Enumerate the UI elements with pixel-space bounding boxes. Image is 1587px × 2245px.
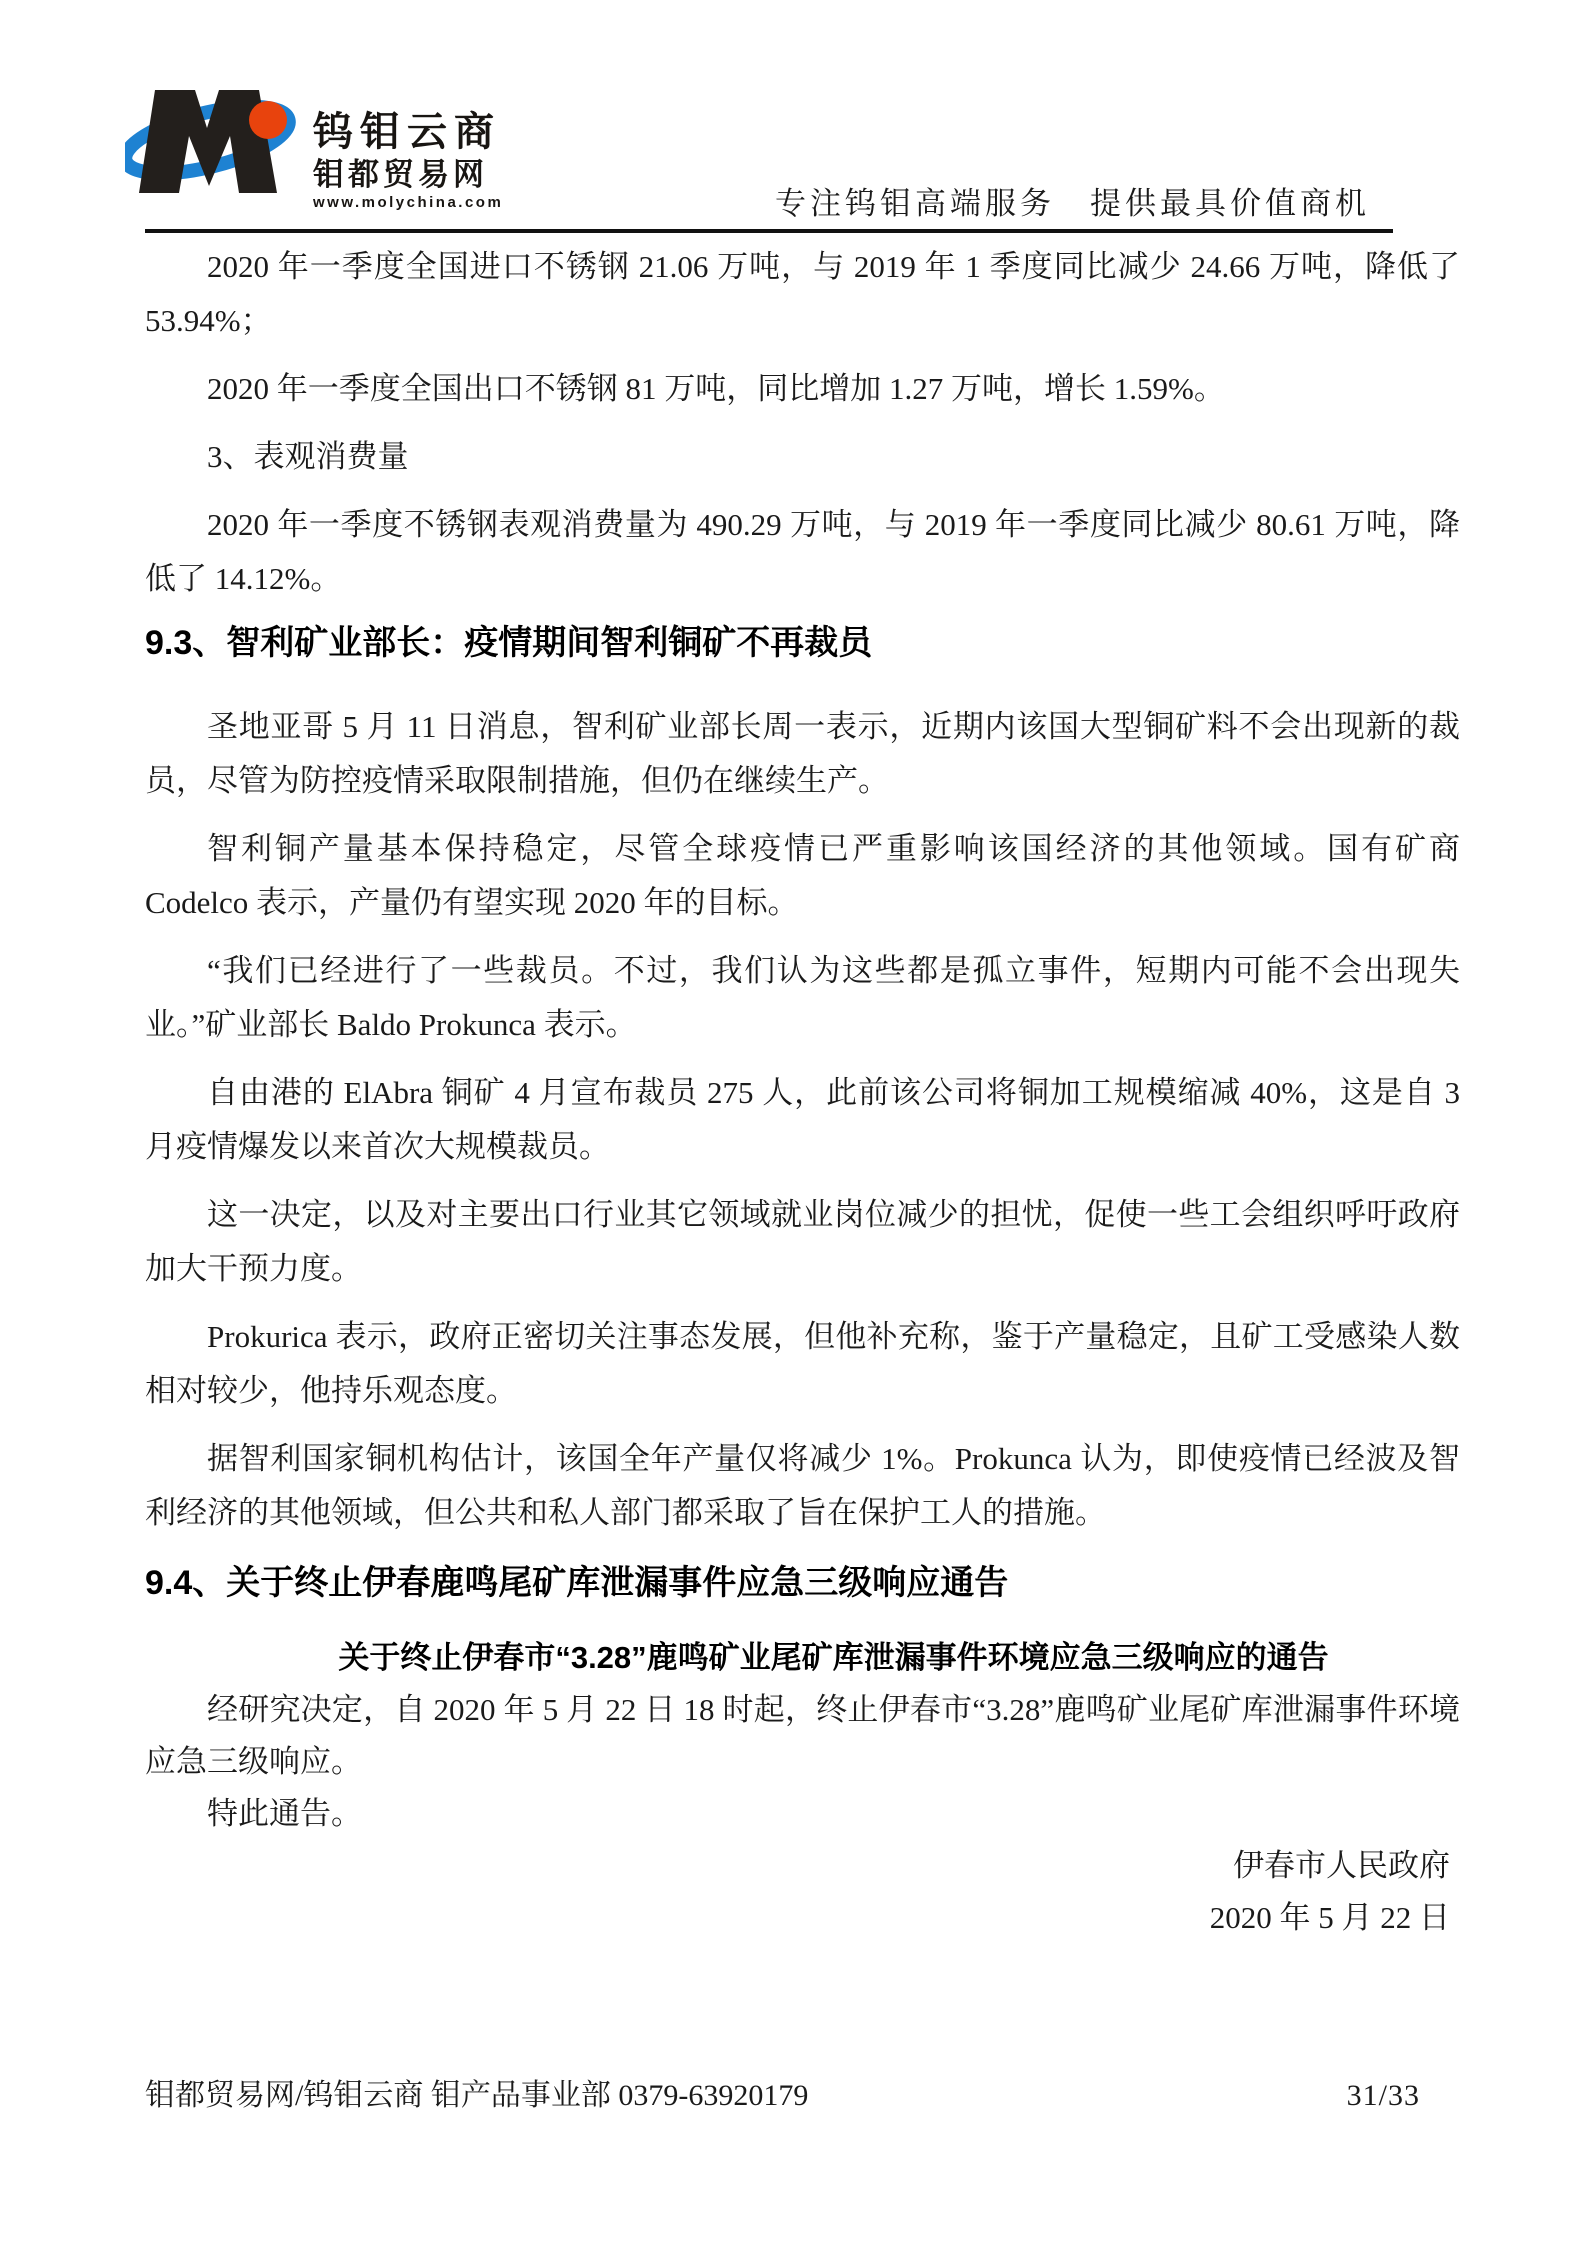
paragraph: 2020 年一季度不锈钢表观消费量为 490.29 万吨，与 2019 年一季度同比减少 80.61 万吨，降低了 14.12%。 — [145, 507, 1460, 596]
notice-title: 关于终止伊春市“3.28”鹿鸣矿业尾矿库泄漏事件环境应急三级响应的通告 — [338, 1640, 1329, 1675]
paragraph: Prokurica 表示，政府正密切关注事态发展，但他补充称，鉴于产量稳定，且矿工受感染人数相对较少，他持乐观态度。 — [145, 1319, 1460, 1408]
paragraph: 据智利国家铜机构估计，该国全年产量仅将减少 1%。Prokunca 认为，即使疫情已经波及智利经济的其他领域，但公共和私人部门都采取了旨在保护工人的措施。 — [145, 1441, 1460, 1530]
paragraph: 这一决定，以及对主要出口行业其它领域就业岗位减少的担忧，促使一些工会组织呼吁政府加大干预力度。 — [145, 1197, 1460, 1286]
logo-url: www.molychina.com — [313, 194, 504, 211]
page-footer — [145, 2078, 1460, 2114]
page-number: 31/33 — [1346, 2079, 1420, 2112]
paragraph: 圣地亚哥 5 月 11 日消息，智利矿业部长周一表示，近期内该国大型铜矿料不会出现新的裁员，尽管为防控疫情采取限制措施，但仍在继续生产。 — [145, 709, 1460, 798]
section-heading-9-4: 9.4、关于终止伊春鹿鸣尾矿库泄漏事件应急三级响应通告 — [145, 1564, 1009, 1602]
molychina-logo-icon — [125, 68, 305, 208]
government-notice — [145, 1632, 1460, 1944]
notice-sign-date: 2020 年 5 月 22 日 — [1209, 1900, 1450, 1935]
footer-contact: 钼都贸易网/钨钼云商 钼产品事业部 0379-63920179 — [145, 2079, 809, 2112]
header-tagline: 专注钨钼高端服务 提供最具价值商机 — [775, 186, 1370, 221]
page-header — [0, 0, 1587, 236]
logo-text-block — [313, 68, 503, 210]
paragraph: 3、表观消费量 — [207, 439, 409, 474]
notice-signer: 伊春市人民政府 — [1233, 1848, 1450, 1883]
paragraph: 智利铜产量基本保持稳定，尽管全球疫情已严重影响该国经济的其他领域。国有矿商 Codelco 表示，产量仍有望实现 2020 年的目标。 — [145, 831, 1460, 920]
logo-subtitle: 钼都贸易网 — [313, 157, 488, 192]
paragraph: “我们已经进行了一些裁员。不过，我们认为这些都是孤立事件，短期内可能不会出现失业。”矿业部长 Baldo Prokunca 表示。 — [145, 953, 1460, 1042]
paragraph: 2020 年一季度全国进口不锈钢 21.06 万吨，与 2019 年 1 季度同比减少 24.66 万吨，降低了 53.94%； — [145, 249, 1460, 338]
paragraph: 2020 年一季度全国出口不锈钢 81 万吨，同比增加 1.27 万吨，增长 1.59%。 — [207, 371, 1225, 406]
notice-paragraph: 特此通告。 — [207, 1796, 362, 1831]
notice-paragraph: 经研究决定，自 2020 年 5 月 22 日 18 时起，终止伊春市“3.28”鹿鸣矿业尾矿库泄漏事件环境应急三级响应。 — [145, 1692, 1460, 1779]
header-divider — [145, 229, 1393, 233]
molychina-logo — [125, 68, 503, 210]
section-heading-9-3: 9.3、智利矿业部长：疫情期间智利铜矿不再裁员 — [145, 624, 873, 662]
document-content — [145, 240, 1460, 1944]
logo-title: 钨钼云商 — [313, 110, 501, 154]
paragraph: 自由港的 ElAbra 铜矿 4 月宣布裁员 275 人，此前该公司将铜加工规模缩减 40%，这是自 3 月疫情爆发以来首次大规模裁员。 — [145, 1075, 1460, 1164]
